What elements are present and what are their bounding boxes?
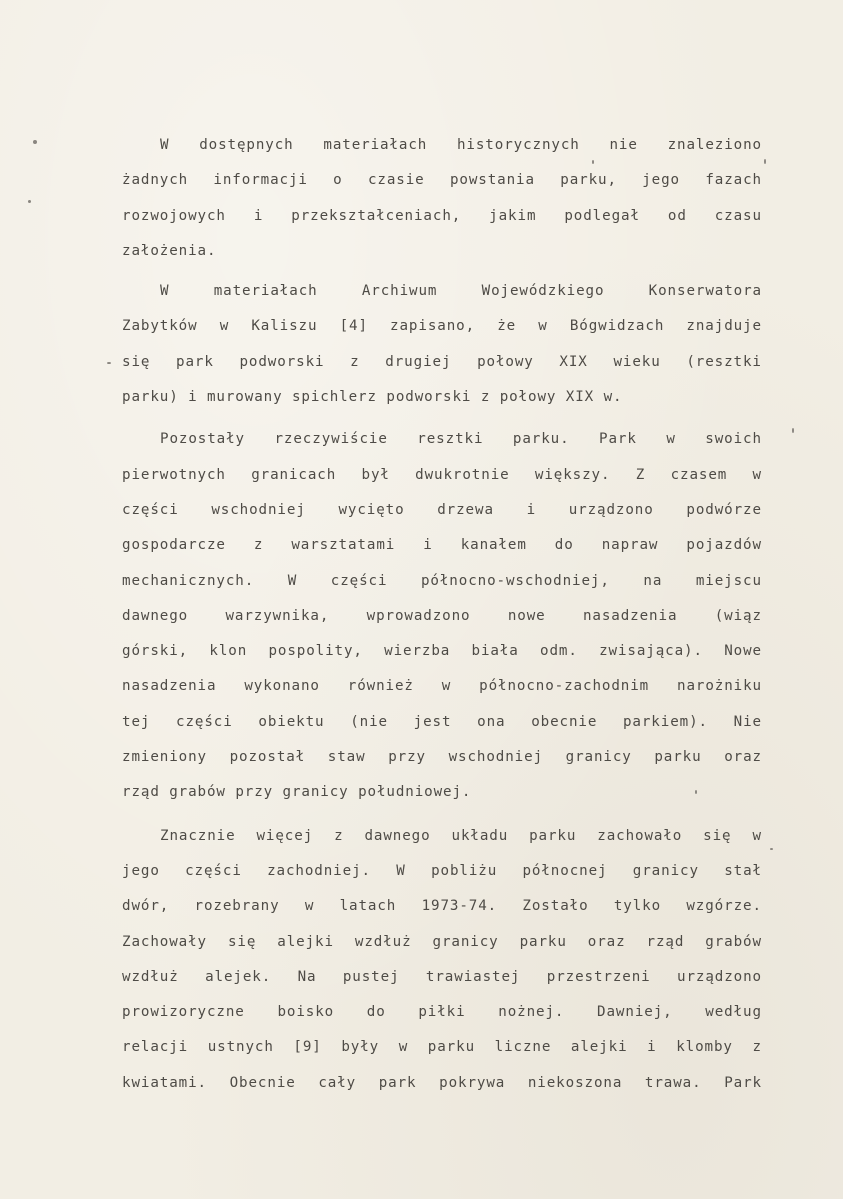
text-line: zmieniony pozostał staw przy wschodniej granicy parku oraz (122, 749, 762, 766)
text-line: Pozostały rzeczywiście resztki parku. Park w swoich (160, 431, 762, 448)
text-line: rząd grabów przy granicy południowej. (122, 784, 472, 801)
text-line: jego części zachodniej. W pobliżu północnej granicy stał (122, 862, 762, 879)
text-line: Zachowały się alejki wzdłuż granicy parku oraz rząd grabów (122, 933, 762, 950)
paper-speck (792, 428, 794, 433)
text-line: relacji ustnych [9] były w parku liczne alejki i klomby z (122, 1039, 762, 1056)
text-line: Znacznie więcej z dawnego układu parku zachowało się w (160, 827, 762, 844)
paper-speck (592, 160, 594, 164)
text-line: Zabytków w Kaliszu [4] zapisano, że w Bógwidzach znajduje (122, 318, 762, 335)
paragraph (122, 428, 762, 816)
text-line: W materiałach Archiwum Wojewódzkiego Konserwatora (160, 283, 762, 300)
text-line: żadnych informacji o czasie powstania parku, jego fazach (122, 172, 762, 189)
text-line: dawnego warzywnika, wprowadzono nowe nasadzenia (wiąz (122, 607, 762, 624)
text-line: gospodarcze z warsztatami i kanałem do napraw pojazdów (122, 537, 762, 554)
paper-speck (764, 159, 766, 164)
text-line: się park podworski z drugiej połowy XIX wieku (resztki (122, 353, 762, 370)
text-line: prowizoryczne boisko do piłki nożnej. Dawniej, według (122, 1004, 762, 1021)
text-line: wzdłuż alejek. Na pustej trawiastej przestrzeni urządzono (122, 968, 762, 985)
text-line: tej części obiektu (nie jest ona obecnie parkiem). Nie (122, 713, 762, 730)
paragraph (122, 134, 762, 275)
paper-speck (695, 790, 697, 794)
text-line: założenia. (122, 242, 217, 259)
text-line: nasadzenia wykonano również w północno-zachodnim narożniku (122, 678, 762, 695)
text-line: kwiatami. Obecnie cały park pokrywa niekoszona trawa. Park (122, 1074, 762, 1091)
text-line: dwór, rozebrany w latach 1973-74. Zostało tylko wzgórze. (122, 898, 762, 915)
text-line: części wschodniej wycięto drzewa i urządzono podwórze (122, 501, 762, 518)
text-line: pierwotnych granicach był dwukrotnie większy. Z czasem w (122, 466, 762, 483)
paragraph (122, 825, 762, 1107)
typewritten-text (122, 134, 762, 1107)
paper-speck (107, 362, 111, 364)
text-line: mechanicznych. W części północno-wschodniej, na miejscu (122, 572, 762, 589)
paragraph (122, 280, 762, 421)
paper-speck (28, 200, 31, 203)
paper-speck (33, 140, 37, 144)
text-line: górski, klon pospolity, wierzba biała odm. zwisająca). Nowe (122, 643, 762, 660)
paper-speck (770, 848, 773, 850)
text-line: W dostępnych materiałach historycznych nie znaleziono (160, 137, 762, 153)
text-line: rozwojowych i przekształceniach, jakim podlegał od czasu (122, 207, 762, 224)
text-line: parku) i murowany spichlerz podworski z połowy XIX w. (122, 389, 623, 406)
